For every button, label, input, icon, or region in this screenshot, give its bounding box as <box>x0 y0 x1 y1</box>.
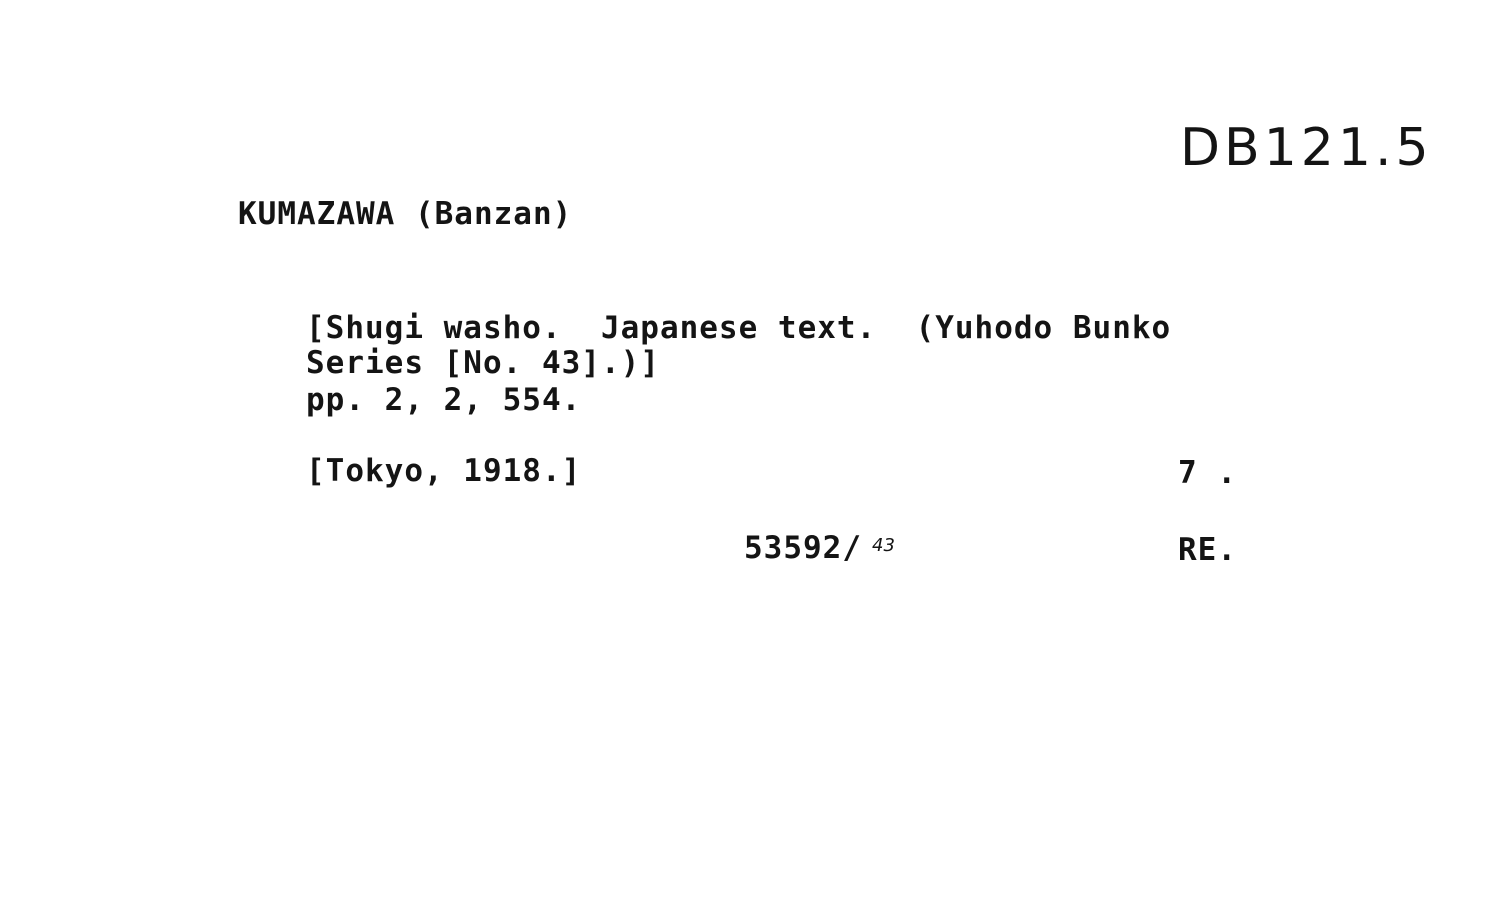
imprint: [Tokyo, 1918.] <box>306 453 582 489</box>
title-line-1: [Shugi washo. Japanese text. (Yuhodo Bunko <box>306 310 1172 346</box>
accession-number: 53592/ <box>744 530 862 566</box>
title-line-2: Series [No. 43].)] <box>306 345 660 381</box>
cataloger-initials: RE. <box>1178 532 1237 568</box>
accession-suffix: 43 <box>872 535 895 556</box>
size-mark: 7 . <box>1178 455 1237 491</box>
call-number: DB121.5 <box>1180 118 1433 178</box>
pagination-line: pp. 2, 2, 554. <box>306 382 582 418</box>
author-heading: KUMAZAWA (Banzan) <box>238 196 573 232</box>
